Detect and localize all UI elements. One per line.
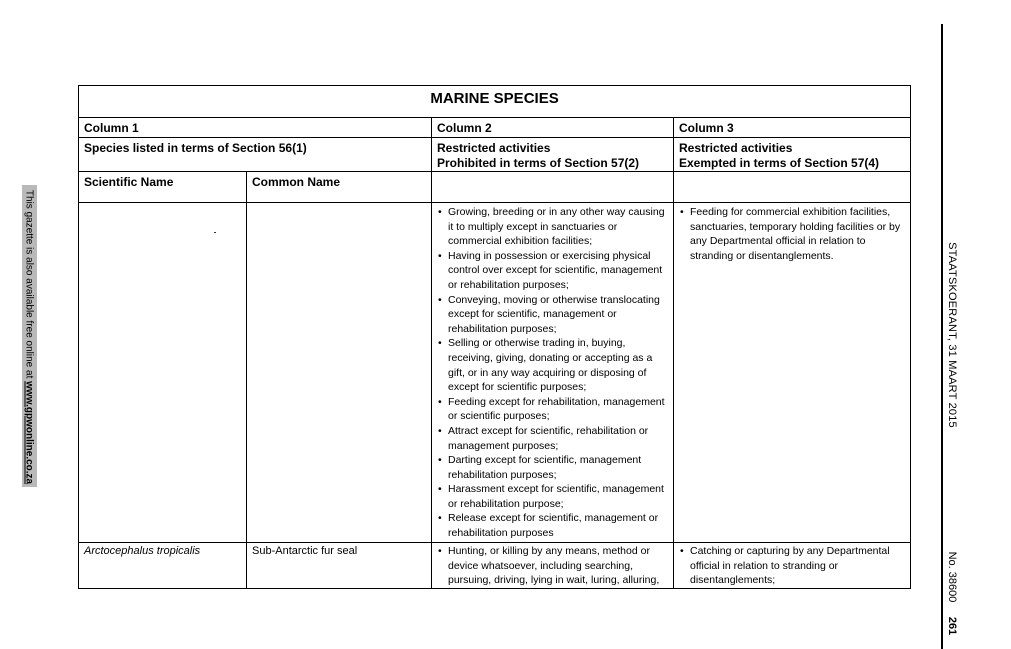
website-link[interactable]: www.gpwonline.co.za <box>23 381 35 485</box>
gazette-number: No. 38600 <box>946 551 958 603</box>
exempted-list <box>679 544 905 588</box>
prohibited-heading-line2: Prohibited in terms of Section 57(2) <box>437 156 640 170</box>
prohibited-list <box>437 205 668 541</box>
scientific-name-header: Scientific Name <box>79 172 247 203</box>
list-item: • Having in possession or exercising physical control over except for scientific, management or rehabilitation purposes; <box>437 249 668 293</box>
list-item: • Feeding except for rehabilitation, management or scientific purposes; <box>437 395 668 424</box>
prohibited-activities-cell <box>432 203 674 543</box>
exempted-activities-cell <box>674 203 911 543</box>
scientific-name-cell: Arctocephalus tropicalis <box>79 543 247 589</box>
species-listed-heading: Species listed in terms of Section 56(1) <box>79 138 432 172</box>
table-title: MARINE SPECIES <box>79 86 911 118</box>
list-item: • Release except for scientific, management or rehabilitation purposes <box>437 511 668 540</box>
exempted-activities-cell <box>674 543 911 589</box>
list-item: • Hunting, or killing by any means, method or device whatsoever, including searching, pursuing, driving, lying in wait, luring, alluring, <box>437 544 668 588</box>
list-item: • Harassment except for scientific, management or rehabilitation purpose; <box>437 482 668 511</box>
list-item: • Catching or capturing by any Departmental official in relation to stranding or disentanglements; <box>679 544 905 588</box>
prohibited-heading <box>432 138 674 172</box>
list-item: • Conveying, moving or otherwise translocating except for scientific, management or rehabilitation purposes; <box>437 293 668 337</box>
exempted-list <box>679 205 905 263</box>
scientific-name-cell <box>79 203 247 543</box>
common-name-cell <box>247 203 432 543</box>
exempted-heading-line2: Exempted in terms of Section 57(4) <box>679 156 880 170</box>
list-item: • Attract except for scientific, rehabilitation or management purposes; <box>437 424 668 453</box>
side-tab-prefix: This gazette is also available free online at <box>23 189 35 382</box>
column-2-label: Column 2 <box>432 118 674 138</box>
column-1-label: Column 1 <box>79 118 432 138</box>
marine-species-table <box>78 85 911 589</box>
side-tab-text <box>24 190 35 484</box>
common-name-header: Common Name <box>247 172 432 203</box>
empty-header-cell <box>432 172 674 203</box>
page-number: 261 <box>946 616 958 636</box>
exempted-heading <box>674 138 911 172</box>
list-item: • Selling or otherwise trading in, buying, receiving, giving, donating or accepting as a gift, or in any way acquiring or disposing of except for scientific purposes; <box>437 336 668 394</box>
column-3-label: Column 3 <box>674 118 911 138</box>
list-item: • Growing, breeding or in any other way causing it to multiply except in sanctuaries or commercial exhibition facilities; <box>437 205 668 249</box>
common-name-cell: Sub-Antarctic fur seal <box>247 543 432 589</box>
list-item: • Darting except for scientific, management rehabilitation purposes; <box>437 453 668 482</box>
empty-header-cell <box>674 172 911 203</box>
right-margin-rule <box>941 24 943 649</box>
gazette-header: STAATSKOERANT, 31 MAART 2015 <box>946 242 958 428</box>
prohibited-list <box>437 544 668 588</box>
prohibited-activities-cell <box>432 543 674 589</box>
exempted-heading-line1: Restricted activities <box>679 141 793 155</box>
list-item: • Feeding for commercial exhibition facilities, sanctuaries, temporary holding facilities or by any Departmental official in relation to stranding or disentanglements. <box>679 205 905 263</box>
prohibited-heading-line1: Restricted activities <box>437 141 551 155</box>
